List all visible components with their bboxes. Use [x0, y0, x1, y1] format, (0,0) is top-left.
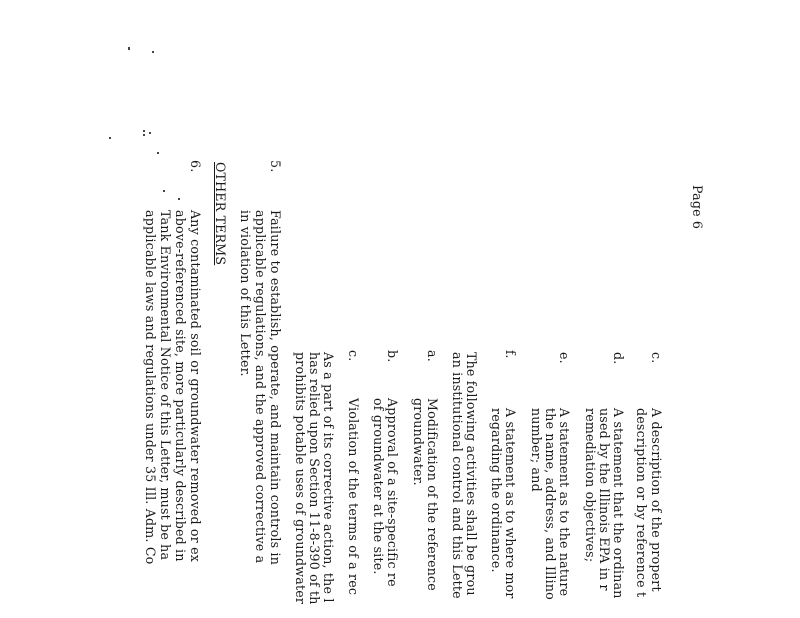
- item-text: Any contaminated soil or groundwater removed or ex: [188, 210, 203, 563]
- item-text: the name, address, and Illino: [543, 408, 558, 600]
- paragraph-text: prohibits potable uses of groundwater: [293, 352, 308, 605]
- scan-mark: [178, 198, 180, 200]
- scan-mark: [128, 47, 130, 50]
- item-text: groundwater.: [411, 398, 426, 486]
- item-text: remediation objectives;: [583, 408, 598, 563]
- item-text: A statement as to the nature: [557, 408, 572, 597]
- item-text: of groundwater at the site.: [371, 398, 386, 575]
- item-text: A description of the propert: [649, 408, 664, 592]
- item-text: applicable laws and regulations under 35 Ill. Adm. Co: [143, 210, 158, 565]
- item-label: f.: [503, 350, 518, 359]
- item-text: Failure to establish, operate, and maintain controls in: [268, 210, 283, 566]
- item-text: regarding the ordinance.: [489, 408, 504, 573]
- item-label: c.: [346, 350, 361, 362]
- item-label: c.: [649, 352, 664, 364]
- paragraph-text: As a part of its corrective action, the l: [321, 352, 336, 603]
- item-text: applicable regulations, and the approved corrective a: [253, 210, 268, 564]
- item-label: e.: [557, 352, 572, 364]
- item-text: A statement as to where mor: [503, 408, 518, 599]
- scan-mark: [152, 51, 154, 53]
- scan-mark: [149, 132, 151, 134]
- item-label: b.: [385, 350, 400, 363]
- page-number: Page 6: [690, 185, 705, 230]
- item-label: a.: [425, 350, 440, 362]
- paragraph-text: an institutional control and this Lette: [450, 352, 465, 599]
- scan-mark: [143, 134, 145, 136]
- item-text: description or by reference t: [634, 408, 649, 598]
- item-text: number; and: [529, 408, 544, 492]
- item-number: 6.: [188, 160, 203, 173]
- item-text: A statement that the ordinan: [611, 408, 626, 599]
- item-label: d.: [611, 352, 626, 365]
- scan-mark: [143, 130, 145, 132]
- scan-mark: [163, 190, 165, 192]
- item-number: 5.: [268, 160, 283, 173]
- paragraph-text: has relied upon Section 11-8-390 of th: [307, 352, 322, 605]
- item-text: Violation of the terms of a rec: [346, 398, 361, 596]
- item-text: Tank Environmental Notice of this Letter, must be ha: [158, 210, 173, 561]
- paragraph-text: The following activities shall be grou: [464, 352, 479, 596]
- scan-mark: [157, 152, 159, 154]
- item-text: above-referenced site, more particularly described in: [173, 210, 188, 562]
- item-text: in violation of this Letter.: [238, 210, 253, 377]
- item-text: used by the Illinois EPA in r: [597, 408, 612, 591]
- item-text: Modification of the reference: [425, 398, 440, 591]
- item-text: Approval of a site-specific re: [385, 398, 400, 587]
- scan-mark: [109, 137, 111, 139]
- section-heading: OTHER TERMS: [213, 162, 228, 266]
